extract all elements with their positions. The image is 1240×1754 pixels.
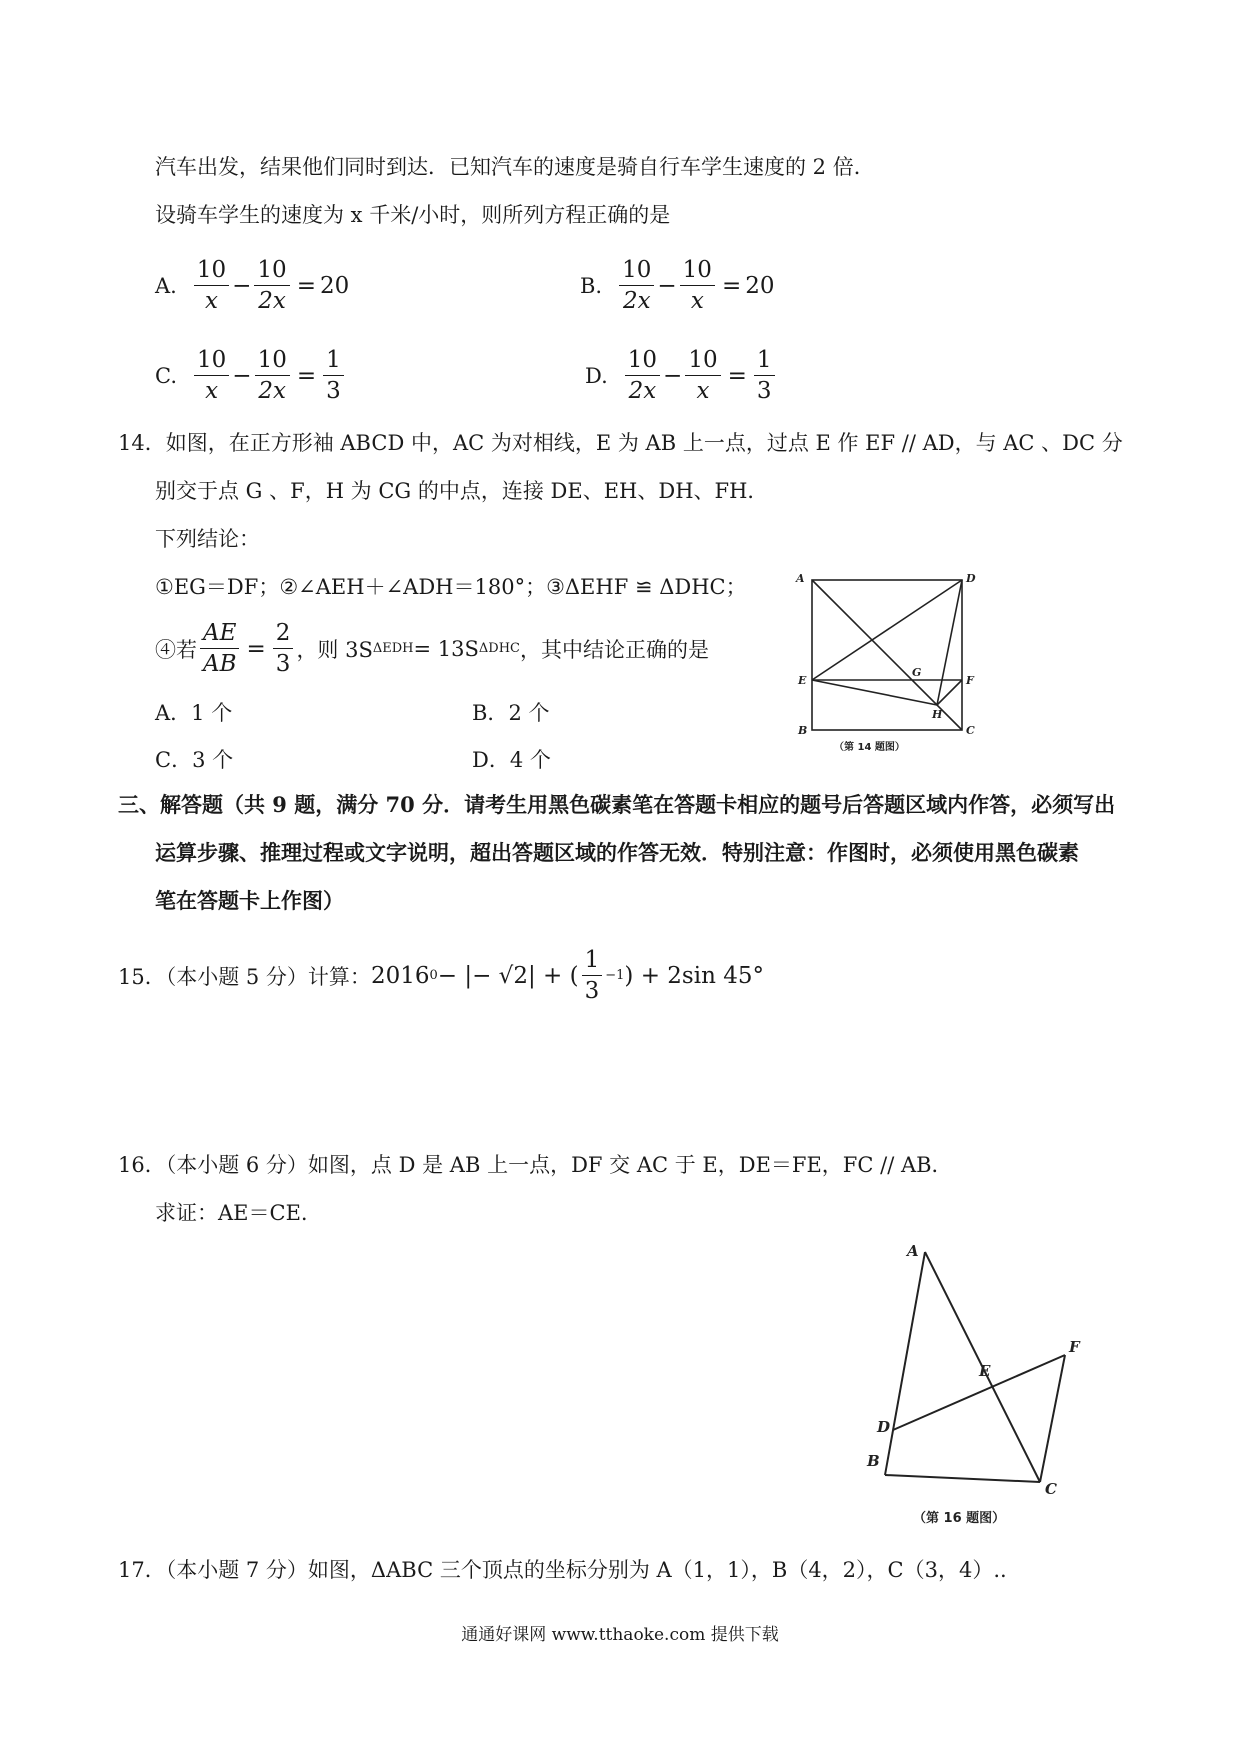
q14-question-suffix: ，其中结论正确的是 [520, 637, 710, 662]
section3-line-3: 笔在答题卡上作图） [155, 888, 344, 913]
segment-bc [885, 1475, 1040, 1482]
option-label: A. [155, 273, 177, 298]
fraction-denominator: 3 [756, 378, 772, 404]
fraction-denominator: 2x [258, 378, 286, 404]
label-f: F [966, 674, 974, 687]
label-c: C [966, 724, 975, 737]
fraction-denominator: 2x [258, 288, 286, 314]
label-h: H [932, 708, 943, 721]
q16-line-1: 16．（本小题 6 分）如图，点 D 是 AB 上一点，DF 交 AC 于 E，DE＝FE，FC // AB． [118, 1153, 953, 1177]
q14-area-subscript-2: ΔDHC [478, 641, 521, 656]
q14-option-b [472, 698, 549, 728]
fraction-numerator: 10 [680, 255, 715, 286]
label-c: C [1045, 1480, 1057, 1498]
label-e: E [798, 674, 807, 687]
equals-sign: = [727, 362, 747, 389]
fraction-numerator: 1 [323, 345, 344, 376]
segment-de [812, 580, 962, 680]
q15-line [118, 945, 764, 1006]
q14-line-3: 下列结论： [155, 527, 260, 551]
option-text: 4 个 [509, 748, 551, 772]
segment-ab [885, 1252, 925, 1475]
fraction-numerator: 2 [273, 618, 294, 649]
q13-option-d [585, 345, 778, 406]
segment-dh [937, 580, 962, 705]
equals-sign: = [296, 362, 317, 389]
fraction-denominator: x [204, 288, 218, 314]
q14-area-text-2: = 13S [413, 636, 479, 661]
q17-line-1: 17．（本小题 7 分）如图，ΔABC 三个顶点的坐标分别为 A（1，1），B（4，2），C（3，4）.. [118, 1558, 1007, 1582]
minus-sign: − [663, 362, 683, 389]
option-text: 3 个 [192, 748, 234, 772]
option-label: B． [472, 701, 509, 725]
equals-sign: = [721, 272, 742, 299]
label-a: A [796, 572, 805, 585]
q13-option-c [155, 345, 347, 406]
q14-line-1: 14．如图，在正方形袖 ABCD 中，AC 为对相线，E 为 AB 上一点，过点 E 作 EF // AD，与 AC 、DC 分 [118, 431, 1123, 455]
fraction-denominator: 3 [584, 978, 600, 1004]
equals-sign: = [296, 272, 316, 299]
q14-option-a [155, 698, 232, 728]
rhs-value: 20 [319, 272, 350, 299]
q14-figure-caption: （第 14 题图） [834, 742, 905, 753]
option-text: 1 个 [191, 701, 233, 725]
q14-area-text-1: ，则 3S [296, 637, 373, 662]
label-e: E [979, 1362, 991, 1380]
intro-line-2: 设骑车学生的速度为 x 千米/小时，则所列方程正确的是 [155, 203, 671, 227]
option-label: D． [472, 748, 510, 772]
fraction-numerator: 10 [625, 345, 660, 376]
option-text: 2 个 [508, 701, 550, 725]
fraction-numerator: 10 [619, 255, 654, 286]
q15-middle: − |− √2| + ( [437, 962, 579, 989]
minus-sign: − [232, 272, 252, 299]
rhs-value: 20 [745, 272, 775, 299]
q14-line-4: ①EG＝DF；②∠AEH＋∠ADH＝180°；③ΔEHF ≌ ΔDHC； [155, 575, 747, 599]
q16-line-2: 求证：AE＝CE. [155, 1201, 308, 1225]
minus-sign: − [657, 272, 677, 299]
fraction-numerator: 10 [194, 345, 229, 376]
label-b: B [867, 1452, 880, 1470]
page-footer: 通通好课网 www.tthaoke.com 提供下载 [461, 1625, 779, 1645]
fraction-denominator: 3 [275, 651, 291, 677]
intro-line-1: 汽车出发，结果他们同时到达．已知汽车的速度是骑自行车学生速度的 2 倍． [155, 155, 875, 179]
option-label: C． [155, 748, 193, 772]
fraction-denominator: x [696, 378, 710, 404]
fraction-numerator: 10 [194, 255, 229, 286]
fraction-denominator: 2x [622, 288, 651, 314]
q14-line-5 [155, 618, 709, 679]
label-g: G [912, 666, 922, 679]
q16-figure-caption: （第 16 题图） [913, 1511, 1006, 1526]
fraction-numerator: 1 [582, 945, 603, 976]
option-label: C. [155, 363, 177, 388]
option-label: A． [155, 701, 192, 725]
q14-line-2: 别交于点 G 、F，H 为 CG 的中点，连接 DE、EH、DH、FH． [155, 479, 769, 503]
q14-square-figure [790, 570, 990, 755]
fraction-denominator: x [690, 288, 704, 314]
q14-option-d [472, 745, 551, 775]
fraction-numerator: AE [200, 618, 239, 649]
fraction-denominator: 2x [628, 378, 657, 404]
option-label: B. [580, 273, 603, 298]
q14-condition-prefix: ④若 [155, 637, 197, 662]
segment-fc [1040, 1355, 1065, 1482]
q15-exponent-minus-one: −1 [605, 968, 625, 983]
q14-area-subscript-1: ΔEDH [372, 641, 414, 656]
label-d: D [966, 572, 976, 585]
q13-option-b [580, 255, 775, 316]
section3-line-2: 运算步骤、推理过程或文字说明，超出答题区域的作答无效．特别注意：作图时，必须使用黑色碳素 [155, 840, 1079, 865]
q15-prefix: 15．（本小题 5 分）计算： [118, 964, 371, 989]
q13-option-a [155, 255, 349, 316]
q15-exponent-zero: 0 [429, 968, 438, 983]
q15-base: 2016 [370, 962, 430, 989]
label-a: A [907, 1242, 919, 1260]
minus-sign: − [232, 362, 252, 389]
label-f: F [1069, 1338, 1080, 1356]
fraction-numerator: 10 [685, 345, 720, 376]
q15-tail: ) + 2sin 45° [624, 962, 764, 989]
fraction-denominator: x [205, 378, 219, 404]
fraction-numerator: 10 [254, 255, 289, 286]
q16-triangle-figure [855, 1240, 1105, 1535]
fraction-denominator: AB [203, 651, 237, 677]
equals-sign: = [246, 635, 266, 662]
section3-line-1: 三、解答题（共 9 题，满分 70 分．请考生用黑色碳素笔在答题卡相应的题号后答题区域内作答，必须写出 [118, 792, 1116, 817]
label-d: D [877, 1418, 891, 1436]
q14-option-c [155, 745, 233, 775]
fraction-denominator: 3 [326, 378, 341, 404]
option-label: D. [585, 363, 608, 388]
fraction-numerator: 10 [255, 345, 290, 376]
fraction-numerator: 1 [754, 345, 775, 376]
segment-eh [812, 680, 937, 705]
label-b: B [798, 724, 808, 737]
